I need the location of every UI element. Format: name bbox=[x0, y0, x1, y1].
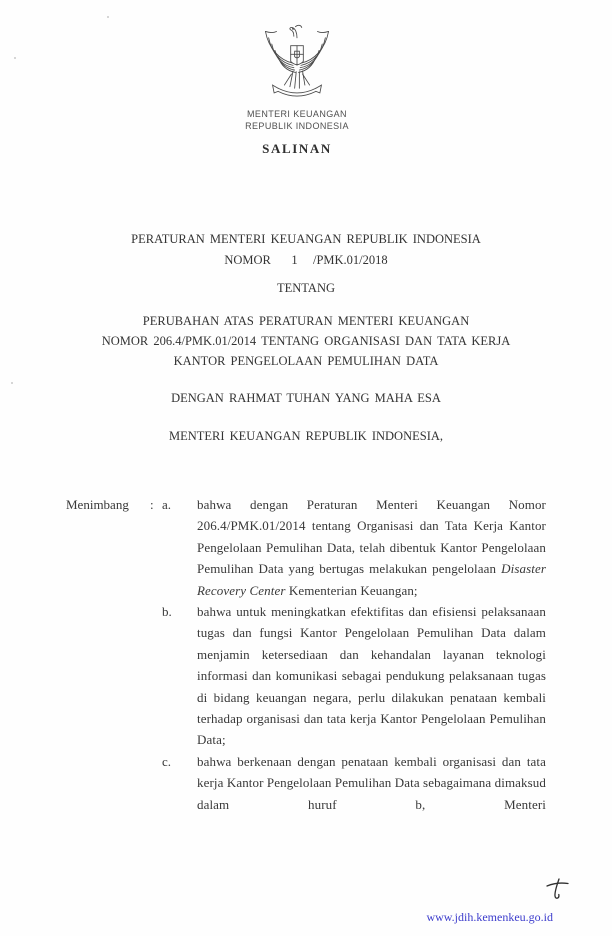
subject-line2: NOMOR 206.4/PMK.01/2014 TENTANG ORGANISASI DAN TATA KERJA bbox=[101, 334, 511, 348]
invocation-motto: DENGAN RAHMAT TUHAN YANG MAHA ESA bbox=[171, 391, 441, 405]
item-letter: a. bbox=[162, 497, 172, 512]
title-subject bbox=[0, 311, 612, 371]
menimbang-colon: : bbox=[150, 497, 154, 512]
menimbang-label: Menimbang bbox=[66, 497, 129, 512]
subject-line1: PERUBAHAN ATAS PERATURAN MENTERI KEUANGAN bbox=[142, 314, 470, 328]
menimbang-items bbox=[162, 494, 546, 815]
issuing-authority: MENTERI KEUANGAN REPUBLIK INDONESIA, bbox=[168, 429, 444, 443]
ministry-name bbox=[0, 109, 603, 132]
item-text-before: bahwa untuk meningkatkan efektifitas dan efisiensi pelaksanaan tugas dan fungsi Kantor Pengelolaan Pemulihan Data dalam menjamin ketersediaan dan kehandalan layanan teknologi informasi dan komunikasi sebagai pendukung pelaksanaan tugas di bidang keuangan negara, perlu dilakukan penataan kembali terhadap organisasi dan tata kerja Kantor Pengelolaan Pemulihan Data; bbox=[197, 604, 546, 748]
list-item bbox=[162, 751, 546, 815]
title-tentang: TENTANG bbox=[276, 281, 335, 295]
title-line1: PERATURAN MENTERI KEUANGAN REPUBLIK INDONESIA bbox=[131, 232, 481, 246]
list-item bbox=[162, 494, 546, 601]
item-text-after: Kementerian Keuangan; bbox=[285, 582, 418, 598]
copy-stamp-label: SALINAN bbox=[262, 141, 332, 156]
garuda-emblem-icon bbox=[257, 22, 337, 104]
paraph-signature-icon bbox=[545, 878, 571, 902]
list-item bbox=[162, 601, 546, 751]
item-text bbox=[197, 601, 546, 751]
item-letter: c. bbox=[162, 753, 172, 769]
item-text-before: bahwa berkenaan dengan penataan kembali organisasi dan tata kerja Kantor Pengelolaan Pemulihan Data sebagaimana dimaksud dalam huruf b, Menteri bbox=[197, 753, 546, 812]
regulation-title bbox=[0, 229, 612, 371]
menimbang-section bbox=[66, 494, 546, 815]
scan-speck bbox=[14, 57, 16, 59]
jdih-watermark-link[interactable]: www.jdih.kemenkeu.go.id bbox=[426, 910, 553, 924]
letterhead bbox=[0, 22, 603, 157]
scan-speck bbox=[107, 16, 109, 18]
ministry-line1: MENTERI KEUANGAN bbox=[247, 109, 347, 119]
title-number: NOMOR 1 /PMK.01/2018 bbox=[224, 253, 388, 267]
item-letter: b. bbox=[162, 604, 172, 620]
subject-line3: KANTOR PENGELOLAAN PEMULIHAN DATA bbox=[173, 354, 439, 368]
item-text-italic: Disaster Recovery Center bbox=[197, 561, 546, 598]
scan-speck bbox=[11, 382, 13, 384]
item-text bbox=[197, 494, 546, 601]
item-text bbox=[197, 751, 546, 815]
item-text-before: bahwa dengan Peraturan Menteri Keuangan Nomor 206.4/PMK.01/2014 tentang Organisasi dan Tata Kerja Kantor Pengelolaan Pemulihan Data, telah dibentuk Kantor Pengelolaan Pemulihan Data yang bertugas melakukan pengelolaan bbox=[197, 497, 546, 577]
ministry-line2: REPUBLIK INDONESIA bbox=[245, 120, 349, 131]
